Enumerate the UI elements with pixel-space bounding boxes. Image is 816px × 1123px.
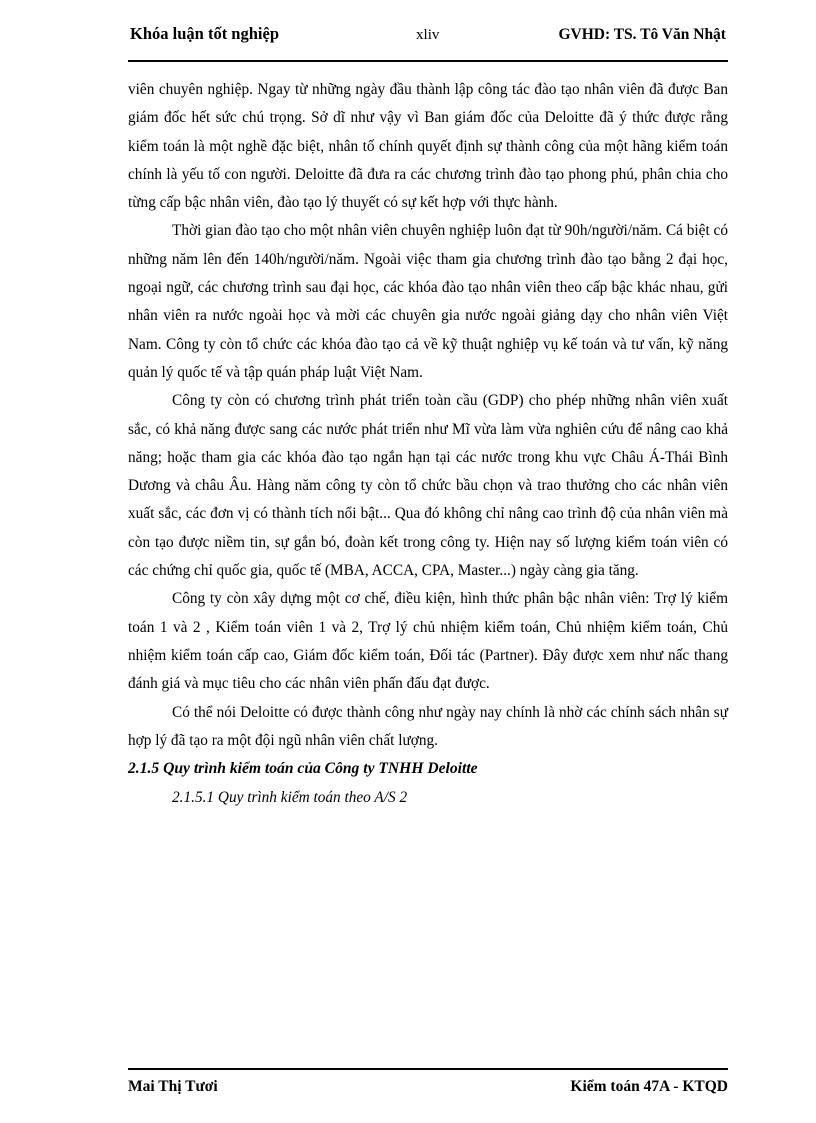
header-supervisor: GVHD: TS. Tô Văn Nhật xyxy=(558,26,726,43)
page-content xyxy=(128,24,728,812)
paragraph-2: Thời gian đào tạo cho một nhân viên chuyên nghiệp luôn đạt từ 90h/người/năm. Cá biệt có những năm lên đến 140h/người/năm. Ngoài việc tham gia chương trình đào tạo bằng 2 đại học, ngoại ngữ, các chương trình sau đại học, các khóa đào tạo nhân viên theo cấp bậc khác nhau, gửi nhân viên ra nước ngoài học và mời các chuyên gia nước ngoài giảng dạy cho nhân viên Việt Nam. Công ty còn tổ chức các khóa đào tạo cả về kỹ thuật nghiệp vụ kế toán và tư vấn, kỹ năng quản lý quốc tế và tập quán pháp luật Việt Nam. xyxy=(128,222,728,381)
subsection-heading: 2.1.5.1 Quy trình kiểm toán theo A/S 2 xyxy=(172,788,408,806)
header-page-number: xliv xyxy=(416,27,440,43)
footer-class: Kiểm toán 47A - KTQD xyxy=(570,1078,728,1095)
header-divider xyxy=(128,60,728,62)
header-document-title: Khóa luận tốt nghiệp xyxy=(130,24,279,43)
section-heading: 2.1.5 Quy trình kiểm toán của Công ty TNHH Deloitte xyxy=(128,760,478,778)
footer-divider xyxy=(128,1068,728,1070)
page-footer xyxy=(128,1068,728,1096)
footer-author: Mai Thị Tươi xyxy=(128,1078,218,1095)
paragraph-1: viên chuyên nghiệp. Ngay từ những ngày đầu thành lập công tác đào tạo nhân viên đã được Ban giám đốc hết sức chú trọng. Sở dĩ như vậy vì Ban giám đốc của Deloitte đã ý thức được rằng kiểm toán là một nghề đặc biệt, nhân tố chính quyết định sự thành công của một hãng kiểm toán chính là yếu tố con người. Deloitte đã đưa ra các chương trình đào tạo phong phú, phân chia cho từng cấp bậc nhân viên, đào tạo lý thuyết có sự kết hợp với thực hành. xyxy=(128,81,728,212)
body-text xyxy=(128,76,728,812)
page-header xyxy=(128,24,728,44)
paragraph-3: Công ty còn có chương trình phát triển toàn cầu (GDP) cho phép những nhân viên xuất sắc, có khả năng được sang các nước phát triển như Mĩ vừa làm vừa nghiên cứu để nâng cao khả năng; hoặc tham gia các khóa đào tạo ngắn hạn tại các nước trong khu vực Châu Á-Thái Bình Dương và châu Âu. Hàng năm công ty còn tổ chức bầu chọn và trao thưởng cho các nhân viên xuất sắc, các đơn vị có thành tích nổi bật... Qua đó không chỉ nâng cao trình độ của nhân viên mà còn tạo được niềm tin, sự gắn bó, đoàn kết trong công ty. Hiện nay số lượng kiểm toán viên có các chứng chỉ quốc gia, quốc tế (MBA, ACCA, CPA, Master...) ngày càng gia tăng. xyxy=(128,392,728,580)
paragraph-5: Có thể nói Deloitte có được thành công như ngày nay chính là nhờ các chính sách nhân sự hợp lý đã tạo ra một đội ngũ nhân viên chất lượng. xyxy=(128,703,728,749)
paragraph-4: Công ty còn xây dựng một cơ chế, điều kiện, hình thức phân bậc nhân viên: Trợ lý kiểm toán 1 và 2 , Kiểm toán viên 1 và 2, Trợ lý chủ nhiệm kiểm toán, Chủ nhiệm kiểm toán, Chủ nhiệm kiểm toán cấp cao, Giám đốc kiểm toán, Đối tác (Partner). Đây được xem như nấc thang đánh giá và mục tiêu cho các nhân viên phấn đấu đạt được. xyxy=(128,590,728,693)
